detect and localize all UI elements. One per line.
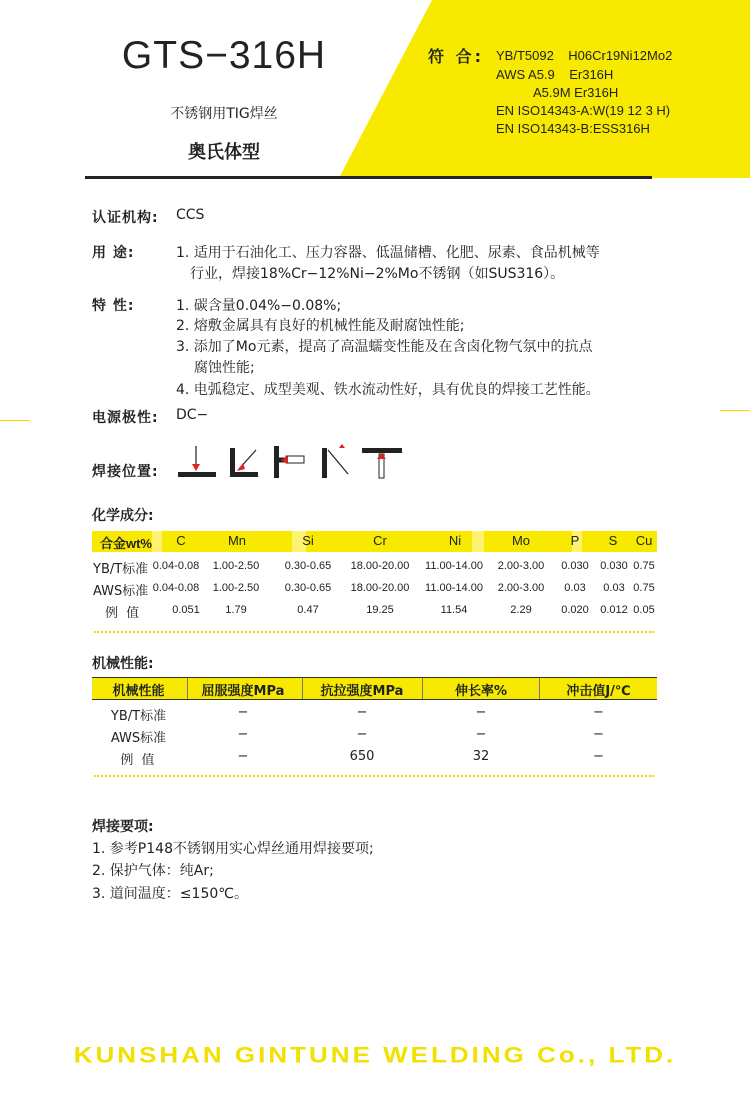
standard-line: EN ISO14343-B:ESS316H <box>496 121 650 136</box>
position-label: 焊接位置: <box>92 464 159 480</box>
feature-line: 2. 熔敷金属具有良好的机械性能及耐腐蚀性能; <box>176 318 465 334</box>
mech-row-label: YB/T标准 <box>110 709 167 724</box>
chem-value: 1.79 <box>225 604 247 616</box>
mech-value: − <box>237 727 249 742</box>
chem-value: 0.75 <box>633 560 655 572</box>
chem-value: 2.00-3.00 <box>497 560 545 572</box>
feature-line: 3. 添加了Mo元素，提高了高温蠕变性能及在含卤化物气氛中的抗点 <box>176 339 593 355</box>
notes-title: 焊接要项: <box>92 819 154 835</box>
mech-row <box>0 703 750 725</box>
product-title: GTS−316H <box>121 34 327 77</box>
product-subtitle: 不锈钢用TIG焊丝 <box>170 106 278 122</box>
mech-value: − <box>593 749 604 764</box>
chem-row <box>0 579 750 599</box>
chem-value: 0.020 <box>561 604 589 616</box>
cert-value: CCS <box>176 207 205 223</box>
standard-line: A5.9M Er316H <box>533 85 619 100</box>
chem-header: C <box>176 533 186 548</box>
chem-value: 0.30-0.65 <box>284 560 332 572</box>
chem-header: Cr <box>373 533 387 548</box>
chem-value: 0.47 <box>297 604 319 616</box>
feature-line: 腐蚀性能; <box>194 360 255 376</box>
chem-value: 0.04-0.08 <box>152 560 200 572</box>
mech-header: 冲击值J/℃ <box>566 684 631 699</box>
mech-value: − <box>356 705 368 720</box>
chem-value: 18.00-20.00 <box>350 560 410 572</box>
chem-value: 11.54 <box>440 604 468 616</box>
chem-value: 18.00-20.00 <box>350 582 410 594</box>
chem-value: 0.05 <box>633 604 655 616</box>
mech-value: − <box>593 705 604 720</box>
chem-value: 0.051 <box>172 604 200 616</box>
overhead-position-icon <box>362 448 402 478</box>
company-footer: KUNSHAN GINTUNE WELDING Co., LTD. <box>73 1042 677 1068</box>
chem-row-label: 例 值 <box>105 606 142 621</box>
note-item: 2. 保护气体：纯Ar; <box>92 863 214 879</box>
chem-header: S <box>608 533 618 548</box>
standard-line: AWS A5.9 Er316H <box>496 67 614 82</box>
chem-value: 1.00-2.50 <box>212 582 260 594</box>
chem-row-label: YB/T标准 <box>93 562 149 577</box>
overhead-fillet-icon <box>322 444 348 478</box>
chem-header: Cu <box>635 533 653 548</box>
mech-value: − <box>237 749 249 764</box>
edge-tick <box>0 420 30 421</box>
mech-header: 抗拉强度MPa <box>320 684 404 699</box>
chem-value: 2.29 <box>510 604 532 616</box>
mech-value: − <box>475 705 487 720</box>
chem-value: 0.30-0.65 <box>284 582 332 594</box>
mech-row <box>0 747 750 769</box>
feature-line: 4. 电弧稳定、成型美观、铁水流动性好，具有优良的焊接工艺性能。 <box>176 382 600 398</box>
chem-value: 1.00-2.50 <box>212 560 260 572</box>
chem-value: 0.75 <box>633 582 655 594</box>
use-line: 行业，焊接18%Cr−12%Ni−2%Mo不锈钢（如SUS316）。 <box>190 266 565 282</box>
chem-row <box>0 601 750 621</box>
vertical-position-icon <box>274 446 304 478</box>
chem-value: 11.00-14.00 <box>425 582 483 594</box>
feature-label: 特 性: <box>92 298 135 314</box>
polarity-label: 电源极性: <box>92 410 159 426</box>
mech-header: 伸长率% <box>454 684 508 699</box>
chem-value: 0.04-0.08 <box>152 582 200 594</box>
chem-header: Si <box>302 533 314 548</box>
chem-value: 2.00-3.00 <box>497 582 545 594</box>
standards-label: 符 合: <box>428 47 484 66</box>
chem-header: 合金wt% <box>99 536 152 551</box>
chem-header: Mo <box>511 533 531 548</box>
use-label: 用 途: <box>92 245 135 261</box>
mech-row <box>0 725 750 747</box>
chem-value: 0.030 <box>561 560 589 572</box>
chem-value: 0.03 <box>603 582 625 594</box>
mech-value: 32 <box>472 749 490 764</box>
standard-line: EN ISO14343-A:W(19 12 3 H) <box>496 103 671 118</box>
use-line: 1. 适用于石油化工、压力容器、低温储槽、化肥、尿素、食品机械等 <box>176 245 600 261</box>
chem-value: 0.030 <box>600 560 628 572</box>
chem-dotted-divider <box>94 631 654 633</box>
mech-header-band <box>92 677 657 700</box>
polarity-value: DC− <box>176 407 209 423</box>
chem-value: 0.03 <box>564 582 586 594</box>
feature-line: 1. 碳含量0.04%−0.08%; <box>176 298 342 314</box>
chem-section-title: 化学成分: <box>92 508 154 524</box>
mech-value: − <box>593 727 604 742</box>
mech-value: − <box>237 705 249 720</box>
chem-value: 11.00-14.00 <box>425 560 483 572</box>
chem-header: Mn <box>227 533 247 548</box>
chem-value: 0.012 <box>600 604 628 616</box>
mech-value: 650 <box>349 749 375 764</box>
horizontal-fillet-icon <box>230 448 258 477</box>
note-item: 3. 道间温度：≤150℃。 <box>92 886 248 902</box>
chem-header: P <box>570 533 580 548</box>
mech-value: − <box>475 727 487 742</box>
note-item: 1. 参考P148不锈钢用实心焊丝通用焊接要项; <box>92 841 374 857</box>
mech-section-title: 机械性能: <box>92 656 154 672</box>
chem-value: 19.25 <box>366 604 394 616</box>
mech-dotted-divider <box>94 775 654 777</box>
product-type: 奥氏体型 <box>188 142 260 163</box>
chem-row-label: AWS标准 <box>93 584 149 599</box>
edge-tick <box>720 410 750 411</box>
welding-position-icons <box>176 444 406 480</box>
chem-header: Ni <box>448 533 462 548</box>
mech-header: 屈服强度MPa <box>201 684 285 699</box>
flat-position-icon <box>178 446 216 477</box>
mech-row-label: AWS标准 <box>110 731 167 746</box>
mech-row-label: 例 值 <box>120 753 157 768</box>
cert-label: 认证机构: <box>92 210 159 226</box>
mech-header: 机械性能 <box>112 684 165 699</box>
standard-line: YB/T5092 H06Cr19Ni12Mo2 <box>496 48 673 63</box>
mech-value: − <box>356 727 368 742</box>
chem-row <box>0 557 750 577</box>
header-divider <box>85 176 652 179</box>
